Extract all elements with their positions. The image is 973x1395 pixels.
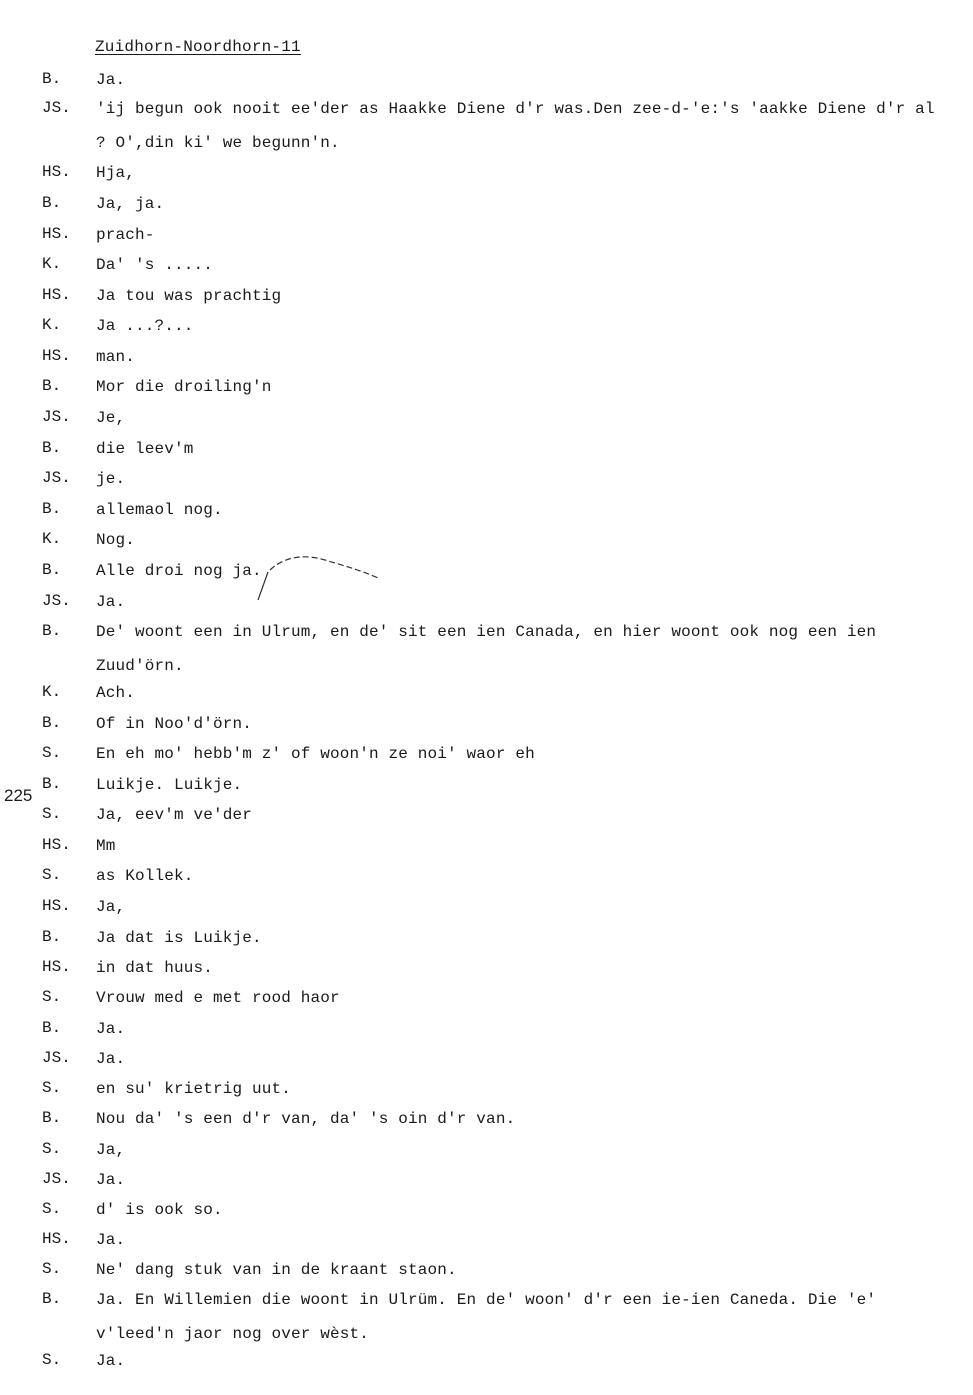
speaker-label: B.: [42, 714, 62, 732]
utterance-text: Ja.: [96, 593, 126, 611]
margin-line-number: 225: [4, 786, 33, 805]
utterance-text: die leev'm: [96, 440, 194, 458]
utterance-text: Ja, eev'm ve'der: [96, 806, 253, 824]
speaker-label: S.: [42, 1140, 62, 1158]
utterance-text: je.: [96, 470, 126, 488]
speaker-label: HS.: [42, 347, 71, 365]
speaker-label: B.: [42, 194, 62, 212]
speaker-label: JS.: [42, 592, 71, 610]
utterance-text: Ja.: [96, 71, 126, 89]
utterance-text: man.: [96, 348, 136, 366]
speaker-label: S.: [42, 988, 62, 1006]
speaker-label: S.: [42, 1079, 62, 1097]
document-title: Zuidhorn-Noordhorn-11: [95, 38, 301, 56]
speaker-label: HS.: [42, 1230, 71, 1248]
speaker-label: K.: [42, 683, 62, 701]
utterance-text: en su' krietrig uut.: [96, 1080, 292, 1098]
utterance-text: Ja.: [96, 1020, 126, 1038]
speaker-label: S.: [42, 744, 62, 762]
speaker-label: S.: [42, 805, 62, 823]
utterance-text: in dat huus.: [96, 959, 214, 977]
utterance-text: Ja.: [96, 1171, 126, 1189]
utterance-text: Luikje. Luikje.: [96, 776, 243, 794]
speaker-label: B.: [42, 1109, 62, 1127]
speaker-label: K.: [42, 316, 62, 334]
utterance-text: prach-: [96, 226, 155, 244]
speaker-label: JS.: [42, 408, 71, 426]
utterance-text: Ja, ja.: [96, 195, 165, 213]
utterance-text: Ne' dang stuk van in de kraant staon.: [96, 1261, 457, 1279]
utterance-text: as Kollek.: [96, 867, 194, 885]
speaker-label: B.: [42, 439, 62, 457]
utterance-text: Ja.: [96, 1050, 126, 1068]
utterance-text: Ja tou was prachtig: [96, 287, 282, 305]
utterance-text: De' woont een in Ulrum, en de' sit een ien Canada, en hier woont ook nog een ien Zuud'örn.: [96, 623, 877, 675]
utterance-text: Mor die droiling'n: [96, 378, 272, 396]
utterance-text: Ja,: [96, 898, 126, 916]
speaker-label: B.: [42, 1290, 62, 1308]
utterance-text: Ja.: [96, 1231, 126, 1249]
speaker-label: B.: [42, 70, 62, 88]
utterance-text: Vrouw med e met rood haor: [96, 989, 340, 1007]
utterance-text: Mm: [96, 837, 116, 855]
utterance-text: Ja dat is Luikje.: [96, 929, 262, 947]
utterance-text: allemaol nog.: [96, 501, 223, 519]
speaker-label: JS.: [42, 99, 71, 117]
speaker-label: S.: [42, 1351, 62, 1369]
utterance-text: d' is ook so.: [96, 1201, 223, 1219]
utterance-text: Of in Noo'd'örn.: [96, 715, 253, 733]
speaker-label: JS.: [42, 1049, 71, 1067]
utterance-text: Ach.: [96, 684, 136, 702]
speaker-label: HS.: [42, 897, 71, 915]
speaker-label: B.: [42, 928, 62, 946]
speaker-label: B.: [42, 500, 62, 518]
speaker-label: B.: [42, 622, 62, 640]
utterance-text: Da' 's .....: [96, 256, 214, 274]
speaker-label: K.: [42, 530, 62, 548]
speaker-label: B.: [42, 775, 62, 793]
speaker-label: HS.: [42, 286, 71, 304]
utterance-text: Ja.: [96, 1352, 126, 1370]
speaker-label: S.: [42, 1260, 62, 1278]
speaker-label: S.: [42, 866, 62, 884]
utterance-text: Alle droi nog ja.: [96, 562, 262, 580]
speaker-label: HS.: [42, 958, 71, 976]
utterance-text: Nog.: [96, 531, 136, 549]
speaker-label: JS.: [42, 1170, 71, 1188]
speaker-label: K.: [42, 255, 62, 273]
utterance-text: En eh mo' hebb'm z' of woon'n ze noi' waor eh: [96, 745, 535, 763]
speaker-label: B.: [42, 377, 62, 395]
speaker-label: B.: [42, 561, 62, 579]
speaker-label: JS.: [42, 469, 71, 487]
speaker-label: HS.: [42, 225, 71, 243]
speaker-label: B.: [42, 1019, 62, 1037]
utterance-text: Hja,: [96, 164, 136, 182]
utterance-text: 'ij begun ook nooit ee'der as Haakke Diene d'r was.Den zee-d-'e:'s 'aakke Diene d'r al ? O',din ki' we begunn'n.: [96, 100, 935, 152]
utterance-text: Ja. En Willemien die woont in Ulrüm. En de' woon' d'r een ie-ien Caneda. Die 'e' v'leed'n jaor nog over wèst.: [96, 1291, 877, 1343]
utterance-text: Je,: [96, 409, 126, 427]
speaker-label: HS.: [42, 163, 71, 181]
utterance-text: Ja,: [96, 1141, 126, 1159]
utterance-text: Ja ...?...: [96, 317, 194, 335]
speaker-label: S.: [42, 1200, 62, 1218]
speaker-label: HS.: [42, 836, 71, 854]
utterance-text: Nou da' 's een d'r van, da' 's oin d'r van.: [96, 1110, 516, 1128]
